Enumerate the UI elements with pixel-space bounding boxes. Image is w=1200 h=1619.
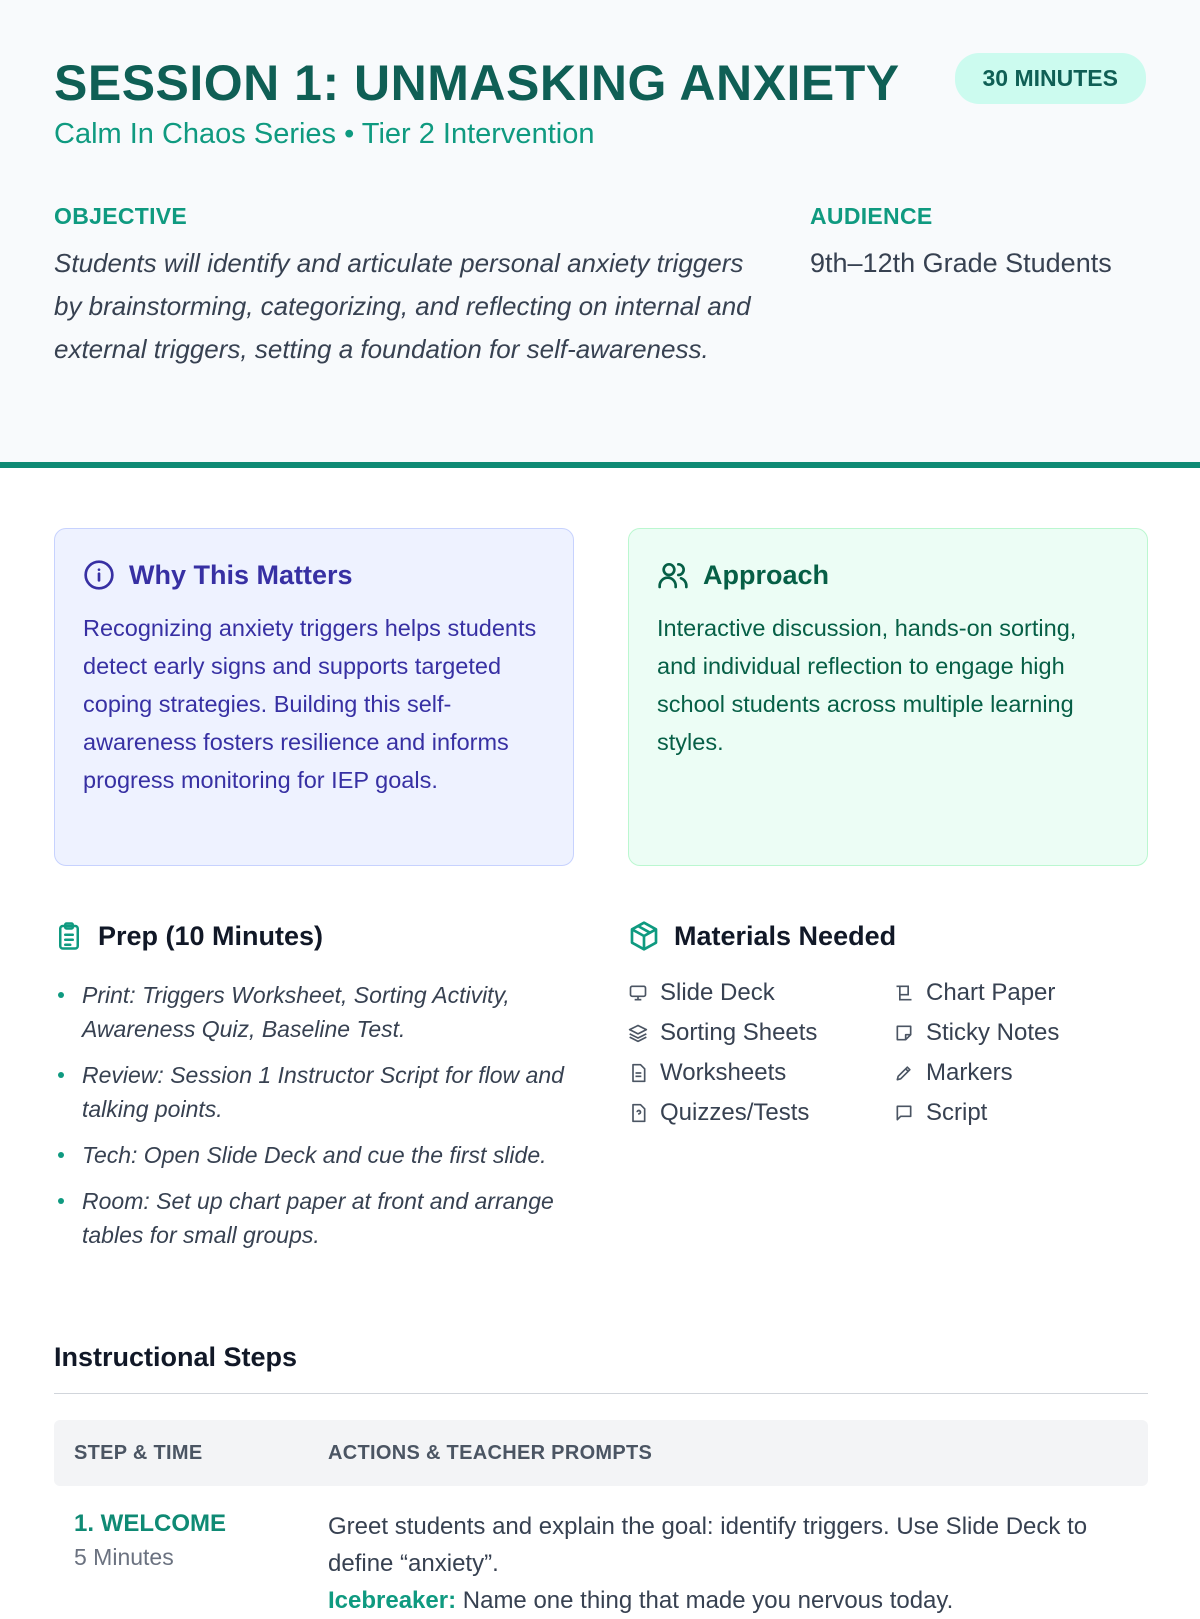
material-item: [628, 1018, 894, 1048]
sticky-note-icon: [894, 1023, 914, 1043]
material-label: Worksheets: [660, 1059, 787, 1086]
step-name: 1. WELCOME: [74, 1510, 227, 1537]
prep-item: Print: Triggers Worksheet, Sorting Activity, Awareness Quiz, Baseline Test.: [54, 978, 574, 1046]
approach-card: [628, 528, 1148, 866]
prep-list: [54, 978, 574, 1252]
users-icon: [657, 559, 689, 591]
page-subtitle: Calm In Chaos Series • Tier 2 Intervention: [54, 118, 595, 150]
prep-item: Tech: Open Slide Deck and cue the first slide.: [54, 1138, 574, 1172]
audience-label: AUDIENCE: [810, 203, 933, 229]
prep-title: Prep (10 Minutes): [98, 920, 324, 951]
materials-grid: [628, 978, 1148, 1128]
material-item: [894, 1098, 1148, 1128]
icebreaker-line: [328, 1582, 1128, 1619]
objective-label: OBJECTIVE: [54, 203, 188, 229]
approach-text: Interactive discussion, hands-on sorting, and individual reflection to engage high school students across multiple learning styles.: [657, 615, 1077, 755]
material-item: [894, 1058, 1148, 1088]
icebreaker-text: Name one thing that made you nervous today.: [456, 1587, 954, 1614]
icebreaker-label: Icebreaker:: [328, 1587, 457, 1614]
page-title: SESSION 1: UNMASKING ANXIETY: [54, 55, 900, 111]
prep-heading: [54, 920, 574, 952]
duration-badge: 30 MINUTES: [955, 53, 1146, 104]
step-time: 5 Minutes: [74, 1544, 174, 1570]
material-item: [894, 1018, 1148, 1048]
easel-icon: [894, 983, 914, 1003]
material-label: Sorting Sheets: [660, 1019, 818, 1046]
layers-icon: [628, 1023, 648, 1043]
objective-text: Students will identify and articulate personal anxiety triggers by brainstorming, categorizing, and reflecting on internal and external triggers, setting a foundation for self-awareness.: [54, 248, 751, 364]
info-icon: [83, 559, 115, 591]
audience-section: [810, 203, 1150, 285]
step-cell: [54, 1508, 328, 1619]
materials-title: Materials Needed: [674, 920, 897, 951]
file-text-icon: [628, 1063, 648, 1083]
materials-section: [628, 920, 1148, 1128]
message-square-icon: [894, 1103, 914, 1123]
package-icon: [628, 920, 660, 952]
pen-icon: [894, 1063, 914, 1083]
action-text: Greet students and explain the goal: identify triggers. Use Slide Deck to define “anxiety”.: [328, 1513, 1088, 1577]
material-item: [628, 1058, 894, 1088]
steps-title: Instructional Steps: [54, 1342, 298, 1372]
clipboard-icon: [54, 920, 84, 952]
material-item: [628, 978, 894, 1008]
col-step-time: STEP & TIME: [74, 1441, 203, 1464]
prep-item: Review: Session 1 Instructor Script for flow and talking points.: [54, 1058, 574, 1126]
why-title: Why This Matters: [129, 559, 353, 590]
materials-heading: [628, 920, 1148, 952]
steps-divider: [54, 1393, 1148, 1394]
why-text: Recognizing anxiety triggers helps students detect early signs and supports targeted coping strategies. Building this self-awareness fosters resilience and informs progress monitoring for IEP goals.: [83, 615, 537, 793]
material-label: Markers: [926, 1059, 1013, 1086]
approach-heading: [657, 559, 1119, 591]
material-label: Chart Paper: [926, 979, 1056, 1006]
action-cell: [328, 1508, 1128, 1619]
approach-title: Approach: [703, 559, 830, 590]
material-item: [628, 1098, 894, 1128]
audience-text: 9th–12th Grade Students: [810, 248, 1112, 278]
material-label: Quizzes/Tests: [660, 1099, 810, 1126]
material-label: Slide Deck: [660, 979, 775, 1006]
file-question-icon: [628, 1103, 648, 1123]
objective-section: [54, 203, 774, 371]
table-row: [54, 1508, 1148, 1619]
prep-section: [54, 920, 574, 1264]
monitor-icon: [628, 983, 648, 1003]
steps-table-header: [54, 1420, 1148, 1486]
material-label: Script: [926, 1099, 988, 1126]
material-item: [894, 978, 1148, 1008]
prep-item: Room: Set up chart paper at front and arrange tables for small groups.: [54, 1184, 574, 1252]
why-heading: [83, 559, 545, 591]
col-actions: ACTIONS & TEACHER PROMPTS: [328, 1441, 653, 1464]
session-header: [0, 0, 1200, 468]
why-this-matters-card: [54, 528, 574, 866]
material-label: Sticky Notes: [926, 1019, 1060, 1046]
